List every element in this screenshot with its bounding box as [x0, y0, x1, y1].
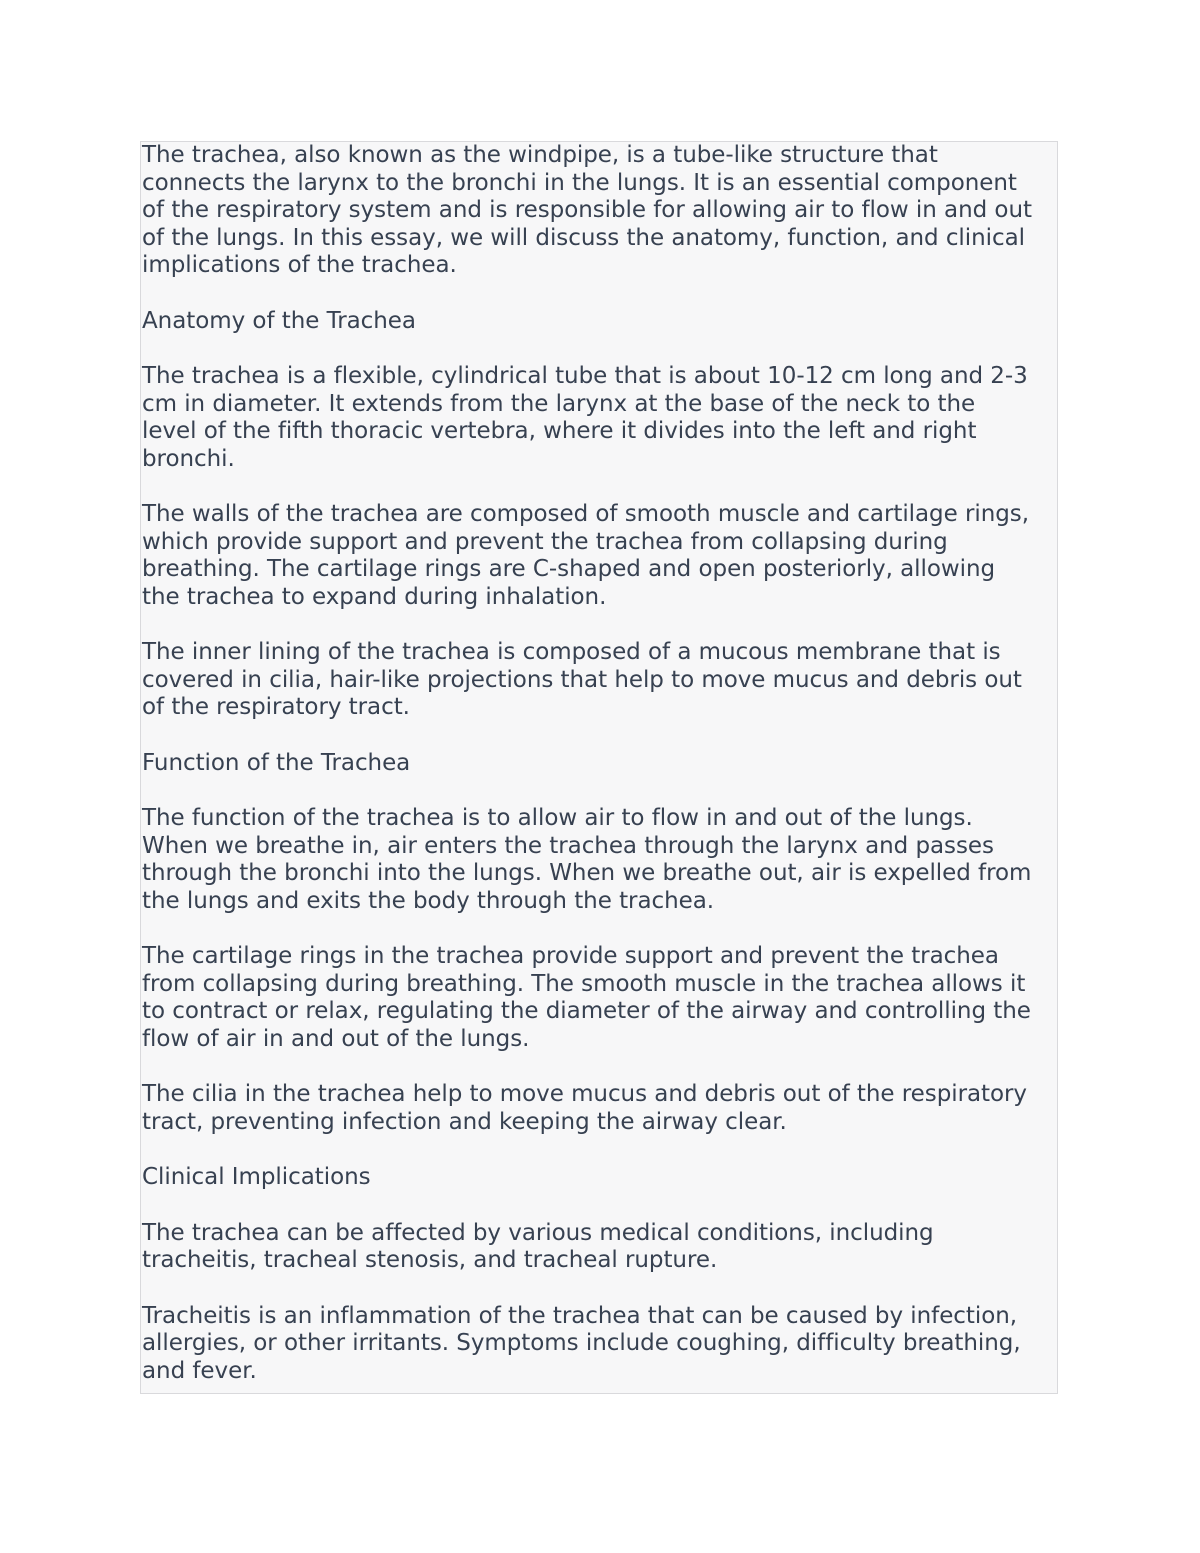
function-paragraph-3: The cilia in the trachea help to move mucus and debris out of the respiratory tract, preventing infection and keeping the airway clear.: [142, 1081, 1027, 1135]
section-heading-clinical: Clinical Implications: [142, 1164, 371, 1190]
clinical-paragraph-1: The trachea can be affected by various medical conditions, including tracheitis, tracheal stenosis, and tracheal rupture.: [142, 1219, 934, 1273]
function-paragraph-2: The cartilage rings in the trachea provide support and prevent the trachea from collapsing during breathing. The smooth muscle in the trachea allows it to contract or relax, regulating the diameter of the airway and controlling the flow of air in and out of the lungs.: [142, 943, 1031, 1052]
intro-paragraph: The trachea, also known as the windpipe, is a tube-like structure that connects the larynx to the bronchi in the lungs. It is an essential component of the respiratory system and is responsible for allowing air to flow in and out of the lungs. In this essay, we will discuss the anatomy, function, and clinical implications of the trachea.: [142, 142, 1032, 278]
section-heading-anatomy: Anatomy of the Trachea: [142, 307, 416, 334]
function-paragraph-1: The function of the trachea is to allow air to flow in and out of the lungs. When we breathe in, air enters the trachea through the larynx and passes through the bronchi into the lungs. When we breathe out, air is expelled from the lungs and exits the body through the trachea.: [142, 805, 1032, 914]
anatomy-paragraph-2: The walls of the trachea are composed of smooth muscle and cartilage rings, which provide support and prevent the trachea from collapsing during breathing. The cartilage rings are C-shaped and open posteriorly, allowing the trachea to expand during inhalation.: [142, 501, 1029, 610]
anatomy-paragraph-3: The inner lining of the trachea is composed of a mucous membrane that is covered in cilia, hair-like projections that help to move mucus and debris out of the respiratory tract.: [142, 639, 1022, 720]
anatomy-paragraph-1: The trachea is a flexible, cylindrical tube that is about 10-12 cm long and 2-3 cm in diameter. It extends from the larynx at the base of the neck to the level of the fifth thoracic vertebra, where it divides into the left and right bronchi.: [142, 363, 1028, 472]
clinical-paragraph-2: Tracheitis is an inflammation of the trachea that can be caused by infection, allergies, or other irritants. Symptoms include coughing, difficulty breathing, and fever.: [142, 1302, 1021, 1384]
section-heading-function: Function of the Trachea: [142, 749, 411, 776]
essay-text-box: [140, 141, 1058, 1394]
